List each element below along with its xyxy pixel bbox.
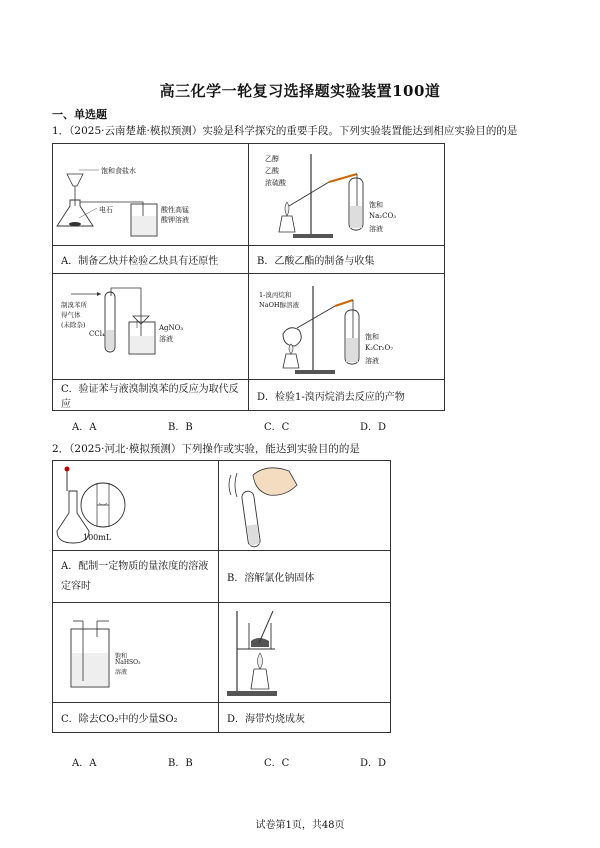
question-2-options-table	[52, 460, 391, 733]
page-title: 高三化学一轮复习选择题实验装置100道	[159, 82, 441, 100]
q1-choice-a[interactable]: A．A	[72, 422, 97, 433]
option-2b-figure	[219, 461, 391, 551]
label-saturated-brine: 饱和食盐水	[101, 167, 136, 175]
q2-choice-a[interactable]: A．A	[72, 758, 97, 769]
label-saturated: 饱和	[369, 201, 383, 209]
label-solution-d: 溶液	[365, 357, 379, 365]
option-2c-text: C．除去CO₂中的少量SO₂	[53, 703, 219, 733]
volumetric-flask-diagram	[53, 461, 219, 551]
label-kmno4-2: 酸钾溶液	[161, 216, 189, 224]
option-2d-text: D．海带灼烧成灰	[219, 703, 391, 733]
label-acetic-acid: 乙酸	[265, 167, 279, 175]
question-2-stem: 2．（2025·河北·模拟预测）下列操作或实验，能达到实验目的的是	[52, 443, 360, 455]
label-conc-h2so4: 浓硫酸	[265, 179, 286, 187]
option-1b-figure	[249, 144, 445, 246]
option-1b-text: B．乙酸乙酯的制备与收集	[249, 246, 445, 274]
label-bromopropane: 1-溴丙烷和	[259, 291, 292, 299]
label-bromobenzene-gas-2: 得气体	[61, 311, 81, 319]
label-naoh-alcohol: NaOH醇溶液	[259, 301, 300, 309]
q2-choice-d[interactable]: D．D	[360, 758, 387, 769]
option-1d-text: D．检验1-溴丙烷消去反应的产物	[249, 380, 445, 411]
option-2b-text: B．溶解氯化钠固体	[219, 551, 391, 603]
label-na2co3: Na₂CO₃	[369, 212, 397, 220]
gas-washing-bottle-diagram	[53, 603, 219, 703]
label-agno3-solution: 溶液	[159, 335, 173, 343]
label-saturated-d: 饱和	[365, 333, 379, 341]
label-solution-c: 溶液	[115, 669, 128, 676]
option-1c-figure	[53, 274, 249, 380]
label-saturated-c: 饱和	[115, 653, 128, 660]
page-footer: 试卷第1页，共48页	[255, 820, 345, 831]
q1-choice-d[interactable]: D．D	[360, 422, 387, 433]
question-1-stem: 1．（2025·云南楚雄·模拟预测）实验是科学探究的重要手段。下列实验装置能达到相应实验目的的是	[52, 125, 518, 137]
option-2a-figure	[53, 461, 219, 551]
burning-seaweed-diagram	[219, 603, 391, 703]
option-2d-figure	[219, 603, 391, 703]
label-solution: 溶液	[369, 225, 383, 233]
section-heading: 一、单选题	[52, 108, 107, 121]
label-ccl4: CCl₄	[89, 330, 105, 338]
option-1a-figure	[53, 144, 249, 246]
acetylene-apparatus-diagram	[53, 144, 249, 246]
q2-choice-b[interactable]: B．B	[168, 758, 193, 769]
label-bromobenzene-gas-1: 制溴苯所	[61, 301, 87, 309]
label-calcium-carbide: 电石	[99, 206, 113, 214]
label-k2cr2o7: K₂Cr₂O₇	[365, 344, 394, 352]
test-tube-shaking-diagram	[219, 461, 391, 551]
q1-choice-b[interactable]: B．B	[168, 422, 193, 433]
label-nahso3: NaHSO₃	[115, 659, 141, 666]
label-ethanol: 乙醇	[265, 155, 279, 163]
label-agno3: AgNO₃	[159, 324, 184, 332]
option-2a-text: A．配制一定物质的量浓度的溶液定容时	[53, 551, 219, 603]
question-1-options-table	[52, 143, 445, 411]
q2-choice-c[interactable]: C．C	[264, 758, 290, 769]
label-bromobenzene-gas-3: (未除杂)	[61, 321, 86, 329]
option-2c-figure	[53, 603, 219, 703]
option-1d-figure	[249, 274, 445, 380]
option-1c-text: C．验证苯与液溴制溴苯的反应为取代反应	[53, 380, 249, 411]
label-kmno4-1: 酸性高锰	[161, 206, 189, 214]
label-100ml: 100mL	[83, 533, 112, 542]
q1-choice-c[interactable]: C．C	[264, 422, 290, 433]
option-1a-text: A．制备乙炔并检验乙炔具有还原性	[53, 246, 249, 274]
